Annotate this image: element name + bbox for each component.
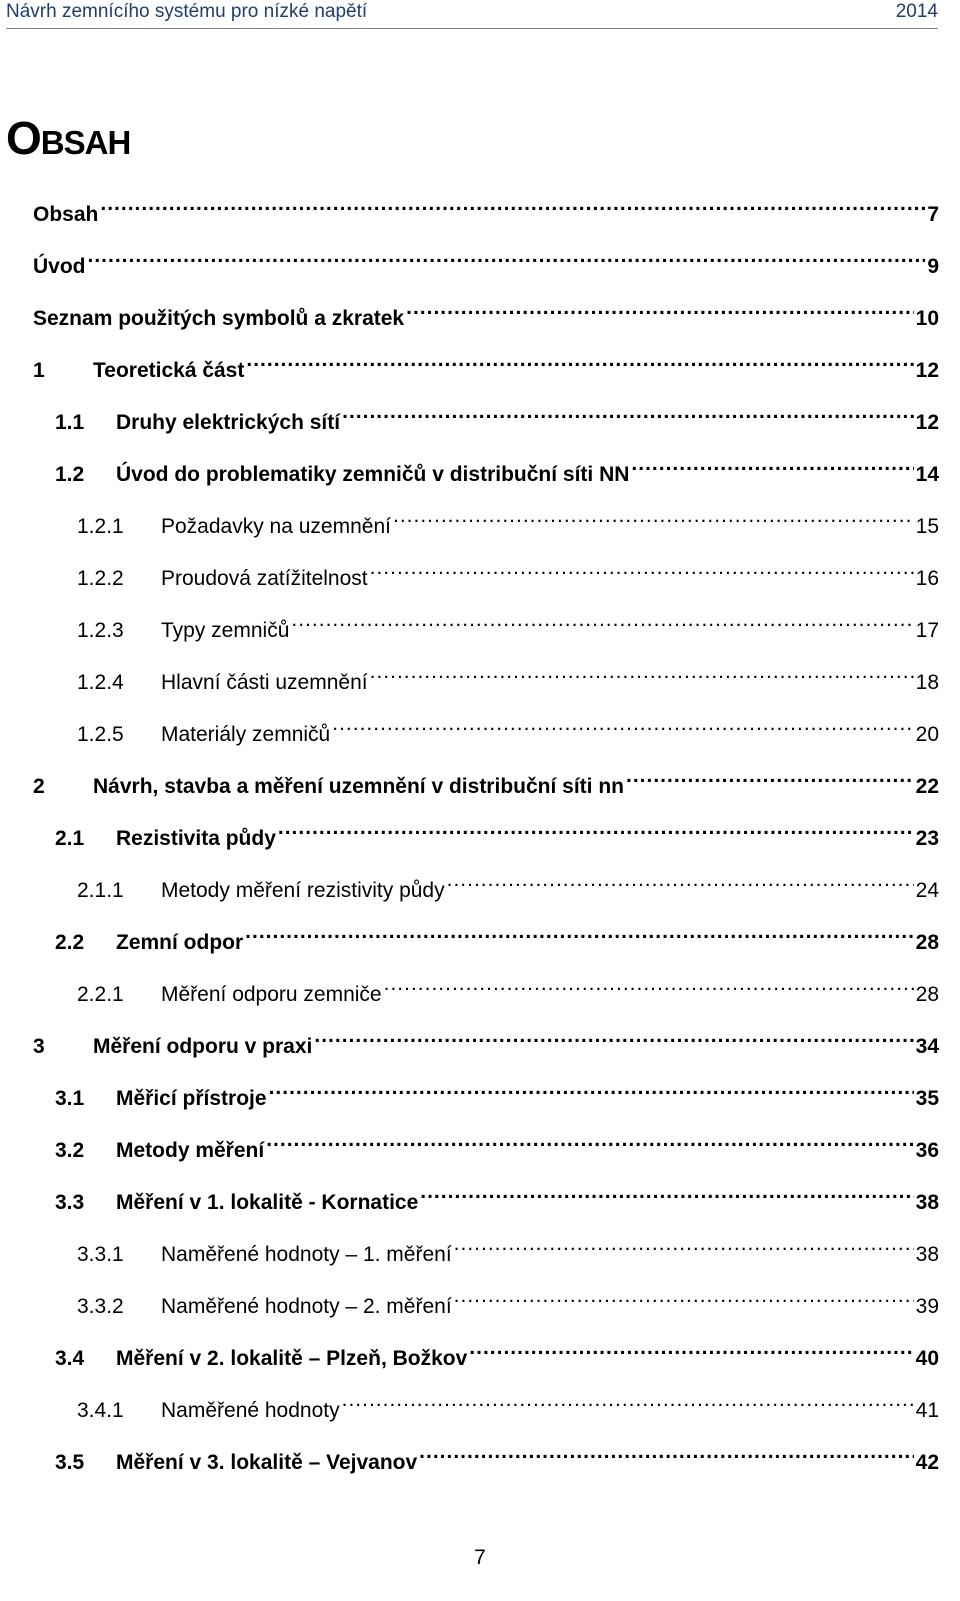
toc-dot-leader xyxy=(454,1240,914,1261)
toc-entry-label: Měření v 2. lokalitě – Plzeň, Božkov xyxy=(116,1347,468,1370)
toc-entry-label: Úvod do problematiky zemničů v distribuční síti NN xyxy=(116,463,630,486)
toc-entry-number: 2 xyxy=(33,775,45,798)
toc-entry-label: Úvod xyxy=(33,255,86,278)
toc-entry-number: 2.1 xyxy=(55,827,85,850)
toc-entry-label: Proudová zatížitelnost xyxy=(161,567,368,590)
toc-dot-leader xyxy=(626,772,914,793)
page-title-rest: BSAH xyxy=(40,124,131,161)
toc-dot-leader xyxy=(100,200,925,221)
toc-entry-number: 3.2 xyxy=(55,1139,85,1162)
toc-dot-leader xyxy=(419,1448,913,1469)
toc-entry-number: 1.2.2 xyxy=(77,567,124,590)
toc-entry[interactable] xyxy=(33,1130,939,1182)
toc-entry-number: 1.2.5 xyxy=(77,723,124,746)
toc-entry-number: 1.2 xyxy=(55,463,85,486)
toc-dot-leader xyxy=(88,252,926,273)
toc-entry-number: 1.1 xyxy=(55,411,85,434)
toc-entry-number: 3.3.1 xyxy=(77,1243,124,1266)
toc-entry-number: 2.2 xyxy=(55,931,85,954)
toc-entry-label: Materiály zemničů xyxy=(161,723,331,746)
toc-dot-leader xyxy=(420,1188,913,1209)
toc-dot-leader xyxy=(406,304,914,325)
toc-entry-page: 42 xyxy=(915,1451,939,1474)
toc-entry-page: 23 xyxy=(915,827,939,850)
toc-dot-leader xyxy=(384,980,914,1001)
toc-entry-page: 38 xyxy=(915,1191,939,1214)
toc-entry[interactable] xyxy=(33,974,939,1026)
toc-dot-leader xyxy=(631,460,913,481)
toc-entry-page: 20 xyxy=(915,723,939,746)
toc-entry-label: Měřicí přístroje xyxy=(116,1087,267,1110)
toc-entry[interactable] xyxy=(33,1078,939,1130)
toc-entry[interactable] xyxy=(33,1390,939,1442)
toc-entry[interactable] xyxy=(33,766,939,818)
toc-entry-label: Návrh, stavba a měření uzemnění v distribuční síti nn xyxy=(93,775,624,798)
toc-entry-label: Měření v 1. lokalitě - Kornatice xyxy=(116,1191,419,1214)
toc-entry[interactable] xyxy=(33,870,939,922)
toc-entry-page: 36 xyxy=(915,1139,939,1162)
toc-entry-number: 3 xyxy=(33,1035,45,1058)
toc-entry-page: 34 xyxy=(915,1035,939,1058)
page-number: 7 xyxy=(474,1546,486,1569)
toc-entry-number: 1.2.3 xyxy=(77,619,124,642)
toc-entry-page: 7 xyxy=(927,203,939,226)
toc-entry-number: 3.3 xyxy=(55,1191,85,1214)
toc-dot-leader xyxy=(246,356,913,377)
toc-entry-number: 3.4.1 xyxy=(77,1399,124,1422)
toc-entry-page: 22 xyxy=(915,775,939,798)
toc-entry[interactable] xyxy=(33,922,939,974)
toc-dot-leader xyxy=(469,1344,913,1365)
toc-dot-leader xyxy=(454,1292,914,1313)
toc-dot-leader xyxy=(342,408,914,429)
toc-entry-page: 28 xyxy=(915,983,939,1006)
toc-entry-page: 18 xyxy=(915,671,939,694)
running-header xyxy=(6,0,938,29)
toc-entry-page: 12 xyxy=(915,411,939,434)
toc-entry-number: 3.1 xyxy=(55,1087,85,1110)
toc-entry-label: Naměřené hodnoty – 2. měření xyxy=(161,1295,452,1318)
toc-entry-label: Hlavní části uzemnění xyxy=(161,671,368,694)
toc-dot-leader xyxy=(291,616,913,637)
toc-entry-page: 14 xyxy=(915,463,939,486)
toc-entry-label: Druhy elektrických sítí xyxy=(116,411,341,434)
toc-entry-label: Obsah xyxy=(33,203,99,226)
table-of-contents xyxy=(33,194,939,1494)
toc-dot-leader xyxy=(245,928,913,949)
toc-entry[interactable] xyxy=(33,1338,939,1390)
toc-entry-page: 41 xyxy=(915,1399,939,1422)
toc-entry-label: Metody měření xyxy=(116,1139,265,1162)
toc-entry[interactable] xyxy=(33,350,939,402)
toc-entry-label: Měření v 3. lokalitě – Vejvanov xyxy=(116,1451,418,1474)
toc-entry[interactable] xyxy=(33,662,939,714)
toc-entry[interactable] xyxy=(33,714,939,766)
toc-entry-label: Seznam použitých symbolů a zkratek xyxy=(33,307,405,330)
page-title xyxy=(6,108,130,173)
toc-entry-label: Měření odporu zemniče xyxy=(161,983,382,1006)
toc-entry-page: 24 xyxy=(915,879,939,902)
toc-entry-page: 40 xyxy=(915,1347,939,1370)
toc-entry-number: 2.2.1 xyxy=(77,983,124,1006)
toc-entry[interactable] xyxy=(33,246,939,298)
toc-entry[interactable] xyxy=(33,558,939,610)
toc-entry-label: Typy zemničů xyxy=(161,619,290,642)
toc-entry-page: 39 xyxy=(915,1295,939,1318)
toc-entry-page: 9 xyxy=(927,255,939,278)
toc-entry-number: 1.2.4 xyxy=(77,671,124,694)
toc-entry[interactable] xyxy=(33,506,939,558)
toc-entry[interactable] xyxy=(33,1286,939,1338)
toc-entry-label: Metody měření rezistivity půdy xyxy=(161,879,445,902)
toc-entry-number: 3.5 xyxy=(55,1451,85,1474)
toc-entry-label: Naměřené hodnoty – 1. měření xyxy=(161,1243,452,1266)
toc-entry-number: 1 xyxy=(33,359,45,382)
toc-entry-label: Naměřené hodnoty xyxy=(161,1399,340,1422)
toc-entry-number: 1.2.1 xyxy=(77,515,124,538)
toc-entry[interactable] xyxy=(33,1026,939,1078)
toc-dot-leader xyxy=(314,1032,913,1053)
toc-entry-page: 17 xyxy=(915,619,939,642)
toc-entry-label: Měření odporu v praxi xyxy=(93,1035,313,1058)
toc-dot-leader xyxy=(393,512,914,533)
toc-entry[interactable] xyxy=(33,402,939,454)
toc-entry[interactable] xyxy=(33,454,939,506)
toc-dot-leader xyxy=(342,1396,914,1417)
toc-dot-leader xyxy=(266,1136,913,1157)
toc-entry-page: 35 xyxy=(915,1087,939,1110)
header-document-title: Návrh zemnícího systému pro nízké napětí xyxy=(6,1,368,22)
toc-entry-label: Požadavky na uzemnění xyxy=(161,515,391,538)
toc-entry[interactable] xyxy=(33,298,939,350)
toc-entry[interactable] xyxy=(33,1234,939,1286)
toc-dot-leader xyxy=(447,876,914,897)
toc-entry[interactable] xyxy=(33,610,939,662)
toc-entry-number: 3.3.2 xyxy=(77,1295,124,1318)
toc-dot-leader xyxy=(370,564,914,585)
toc-entry[interactable] xyxy=(33,818,939,870)
page-title-initial: O xyxy=(6,112,41,164)
toc-entry-page: 15 xyxy=(915,515,939,538)
toc-entry-page: 10 xyxy=(915,307,939,330)
toc-dot-leader xyxy=(370,668,914,689)
toc-dot-leader xyxy=(269,1084,914,1105)
toc-entry[interactable] xyxy=(33,194,939,246)
toc-entry-label: Rezistivita půdy xyxy=(116,827,276,850)
toc-entry-page: 38 xyxy=(915,1243,939,1266)
toc-entry[interactable] xyxy=(33,1442,939,1494)
toc-entry-page: 16 xyxy=(915,567,939,590)
toc-entry-label: Teoretická část xyxy=(93,359,245,382)
toc-entry-number: 3.4 xyxy=(55,1347,85,1370)
toc-entry-label: Zemní odpor xyxy=(116,931,244,954)
toc-entry-number: 2.1.1 xyxy=(77,879,124,902)
toc-entry[interactable] xyxy=(33,1182,939,1234)
toc-dot-leader xyxy=(278,824,914,845)
toc-entry-page: 12 xyxy=(915,359,939,382)
header-year: 2014 xyxy=(895,1,938,22)
toc-dot-leader xyxy=(332,720,913,741)
toc-entry-page: 28 xyxy=(915,931,939,954)
